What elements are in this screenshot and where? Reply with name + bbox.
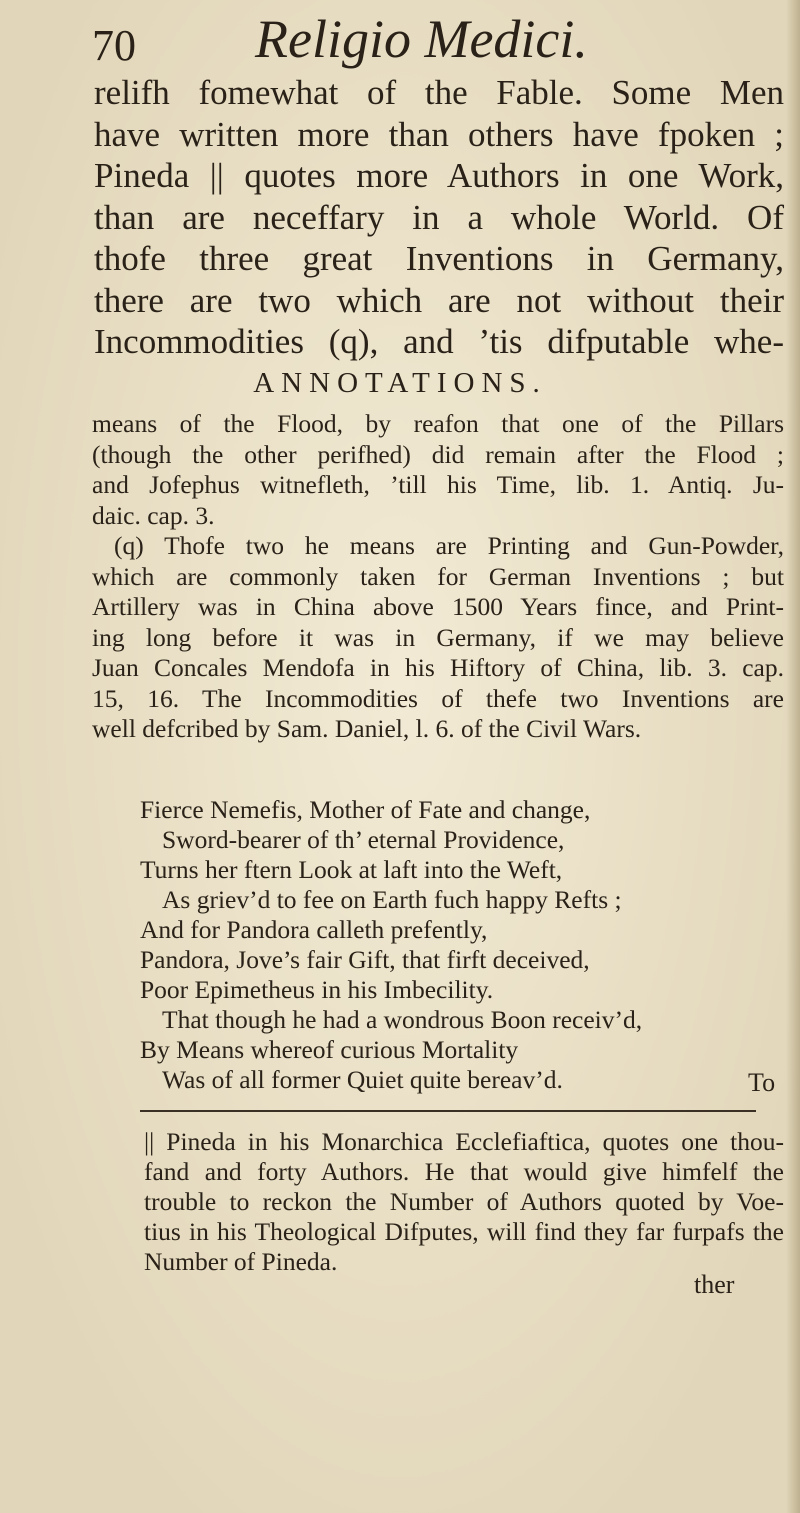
annotation-line: ing long before it was in Germany, if we may believe (92, 622, 784, 652)
verse-line: Sword-bearer of th’ eternal Providence, (162, 825, 565, 854)
verse-line: Turns her ftern Look at laft into the Weft, (140, 855, 563, 884)
footnote-line: trouble to reckon the Number of Authors quoted by Voe- (144, 1187, 784, 1216)
verse-block (140, 795, 780, 1095)
main-line: there are two which are not without their (94, 280, 784, 320)
main-line: Incommodities (q), and ’tis difputable whe- (94, 322, 784, 361)
page-edge-shadow (786, 0, 800, 1513)
bottom-catchword: ther (694, 1270, 735, 1299)
footnote-rule (140, 1110, 756, 1112)
verse-line: By Means whereof curious Mortality (140, 1035, 519, 1064)
verse-line: As griev’d to fee on Earth fuch happy Refts ; (162, 885, 622, 914)
footnote-line: tius in his Theological Difputes, will find they far furpafs the (144, 1217, 784, 1246)
annotation-line: well defcribed by Sam. Daniel, l. 6. of the Civil Wars. (92, 714, 642, 743)
verse-line: Poor Epimetheus in his Imbecility. (140, 975, 494, 1004)
verse-line: Pandora, Jove’s fair Gift, that firft deceived, (140, 945, 590, 974)
annotation-line: 15, 16. The Incommodities of thefe two Inventions are (92, 683, 784, 713)
annotation-line: which are commonly taken for German Inventions ; but (92, 561, 784, 591)
footnote-line: fand and forty Authors. He that would give himfelf the (144, 1157, 784, 1186)
annotation-line: and Jofephus witnefleth, ’till his Time, lib. 1. Antiq. Ju- (92, 470, 784, 499)
catchword: To (748, 1068, 776, 1097)
main-line: have written more than others have fpoken ; (94, 114, 784, 154)
page-number: 70 (92, 21, 136, 70)
annotation-line: daic. cap. 3. (92, 500, 215, 530)
page-header (0, 6, 800, 76)
verse-line: That though he had a wondrous Boon receiv’d, (162, 1005, 643, 1034)
footnote-line: || Pineda in his Monarchica Ecclefiaftica, quotes one thou- (144, 1127, 784, 1156)
main-line: thofe three great Inventions in Germany, (94, 239, 784, 278)
main-text (94, 72, 784, 363)
annotation-line: means of the Flood, by reafon that one of the Pillars (92, 409, 784, 438)
annotation-line: Juan Concales Mendofa in his Hiftory of China, lib. 3. cap. (92, 653, 784, 682)
main-line: Pineda || quotes more Authors in one Work, (94, 156, 784, 195)
main-line: than are neceffary in a whole World. Of (94, 197, 784, 237)
annotations-heading: ANNOTATIONS. (253, 367, 547, 399)
verse-line: And for Pandora calleth prefently, (140, 915, 488, 944)
annotation-line: Artillery was in China above 1500 Years fince, and Print- (92, 592, 784, 621)
verse-line: Was of all former Quiet quite bereav’d. (162, 1065, 563, 1094)
annotation-line: (though the other perifhed) did remain after the Flood ; (92, 439, 784, 469)
main-line: relifh fomewhat of the Fable. Some Men (94, 73, 784, 112)
annotations-text (92, 409, 784, 745)
verse-line: Fierce Nemefis, Mother of Fate and change, (140, 795, 591, 824)
running-title: Religio Medici. (255, 9, 588, 69)
footnote-line: Number of Pineda. (144, 1247, 338, 1276)
annotation-line: (q) Thofe two he means are Printing and Gun-Powder, (114, 531, 784, 560)
footnote (144, 1127, 784, 1277)
